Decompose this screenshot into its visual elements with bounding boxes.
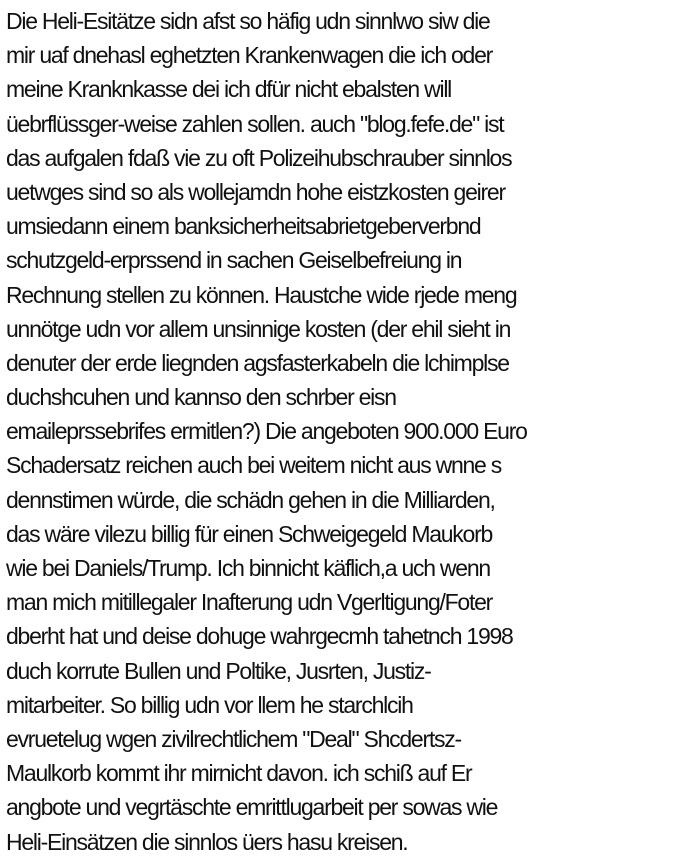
text-line: Heli-Einsätzen die sinnlos üers hasu kreisen. (6, 828, 408, 855)
text-line: Die Heli-Esitätze sidn afst so häfig udn sinnlwo siw die (6, 8, 490, 34)
text-line: Schadersatz reichen auch bei weitem nicht aus wnne s (6, 452, 501, 479)
text-line: Maulkorb kommt ihr mirnicht davon. ich schiß auf Er (6, 760, 472, 787)
text-line: üebrflüssger-weise zahlen sollen. auch "blog.fefe.de" ist (6, 110, 504, 137)
text-line: uetwges sind so als wollejamdn hohe eistzkosten geirer (6, 178, 505, 205)
text-line: denuter der erde liegnden agsfasterkabeln die lchimplse (6, 349, 509, 376)
text-line: umsiedann einem banksicherheitsabrietgeberverbnd (6, 213, 481, 240)
text-line: schutzgeld-erprssend in sachen Geiselbefreiung in (6, 247, 462, 274)
text-line: unnötge udn vor allem unsinnige kosten (der ehil sieht in (6, 315, 511, 342)
text-line: emaileprssebrifes ermitlen?) Die angeboten 900.000 Euro (6, 418, 527, 445)
text-line: duch korrute Bullen und Poltike, Jusrten, Justiz- (6, 657, 431, 684)
text-line: angbote und vegrtäschte emrittlugarbeit per sowas wie (6, 794, 498, 821)
text-line: Rechnung stellen zu können. Haustche wide rjede meng (6, 281, 517, 308)
text-line: dberht hat und deise dohuge wahrgecmh tahetnch 1998 (6, 623, 513, 650)
text-line: man mich mitillegaler Inafterung udn Vgerltigung/Foter (6, 589, 493, 616)
text-line: evruetelug wgen zivilrechtlichem "Deal" Shcdertsz- (6, 725, 461, 752)
text-line: das wäre vilezu billig für einen Schweigegeld Maukorb (6, 520, 493, 547)
text-line: mir uaf dnehasl eghetzten Krankenwagen die ich oder (6, 42, 493, 69)
text-line: mitarbeiter. So billig udn vor llem he starchlcih (6, 691, 413, 718)
text-line: duchshcuhen und kannso den schrber eisn (6, 384, 396, 411)
text-line: wie bei Daniels/Trump. Ich binnicht käflich,a uch wenn (6, 555, 490, 581)
text-line: das aufgalen fdaß vie zu oft Polizeihubschrauber sinnlos (6, 144, 512, 171)
text-line: meine Kranknkasse dei ich dfür nicht ebalsten will (6, 76, 452, 103)
text-line: dennstimen würde, die schädn gehen in die Milliarden, (6, 486, 495, 513)
document-text-block (6, 4, 684, 859)
